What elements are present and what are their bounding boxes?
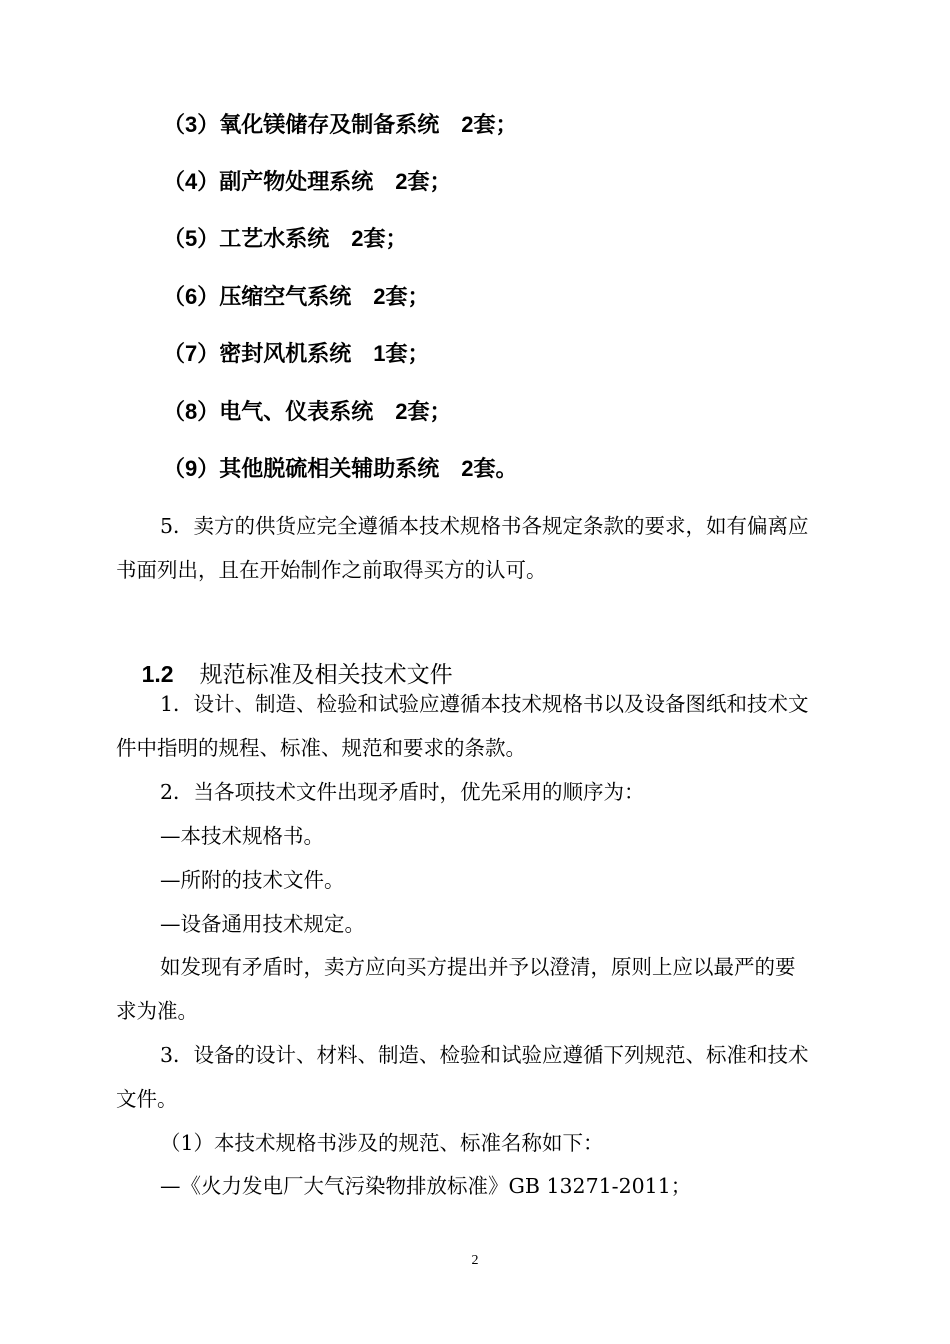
conflict-line-1: 如发现有矛盾时，卖方应向买方提出并予以澄清，原则上应以最严的要 [160, 955, 796, 979]
system-item-3: （3）氧化镁储存及制备系统 2套； [163, 112, 518, 137]
system-item-9: （9）其他脱硫相关辅助系统 2套。 [163, 456, 518, 481]
paragraph-3-line-1: 3．设备的设计、材料、制造、检验和试验应遵循下列规范、标准和技术 [160, 1043, 809, 1067]
page-number: 2 [471, 1253, 479, 1268]
system-item-8: （8）电气、仪表系统 2套； [163, 399, 452, 424]
priority-item-2: —所附的技术文件。 [160, 868, 345, 892]
section-title: 规范标准及相关技术文件 [199, 661, 453, 687]
paragraph-3-line-2: 文件。 [116, 1087, 178, 1111]
priority-item-3: —设备通用技术规定。 [160, 912, 365, 936]
system-item-5: （5）工艺水系统 2套； [163, 226, 408, 251]
priority-item-1: —本技术规格书。 [160, 824, 324, 848]
paragraph-1-line-1: 1．设计、制造、检验和试验应遵循本技术规格书以及设备图纸和技术文 [160, 692, 809, 716]
system-item-7: （7）密封风机系统 1套； [163, 341, 430, 366]
system-item-4: （4）副产物处理系统 2套； [163, 169, 452, 194]
standard-item-1: —《火力发电厂大气污染物排放标准》GB 13271-2011； [160, 1174, 692, 1198]
system-item-6: （6）压缩空气系统 2套； [163, 284, 430, 309]
paragraph-5-line-2: 书面列出，且在开始制作之前取得买方的认可。 [116, 558, 547, 582]
paragraph-5-line-1: 5．卖方的供货应完全遵循本技术规格书各规定条款的要求，如有偏离应 [160, 514, 809, 538]
paragraph-1-line-2: 件中指明的规程、标准、规范和要求的条款。 [116, 736, 526, 760]
paragraph-2: 2．当各项技术文件出现矛盾时，优先采用的顺序为： [160, 780, 645, 804]
subsection-1: （1）本技术规格书涉及的规范、标准名称如下： [160, 1131, 604, 1155]
section-number: 1.2 [141, 661, 174, 687]
conflict-line-2: 求为准。 [116, 999, 198, 1023]
